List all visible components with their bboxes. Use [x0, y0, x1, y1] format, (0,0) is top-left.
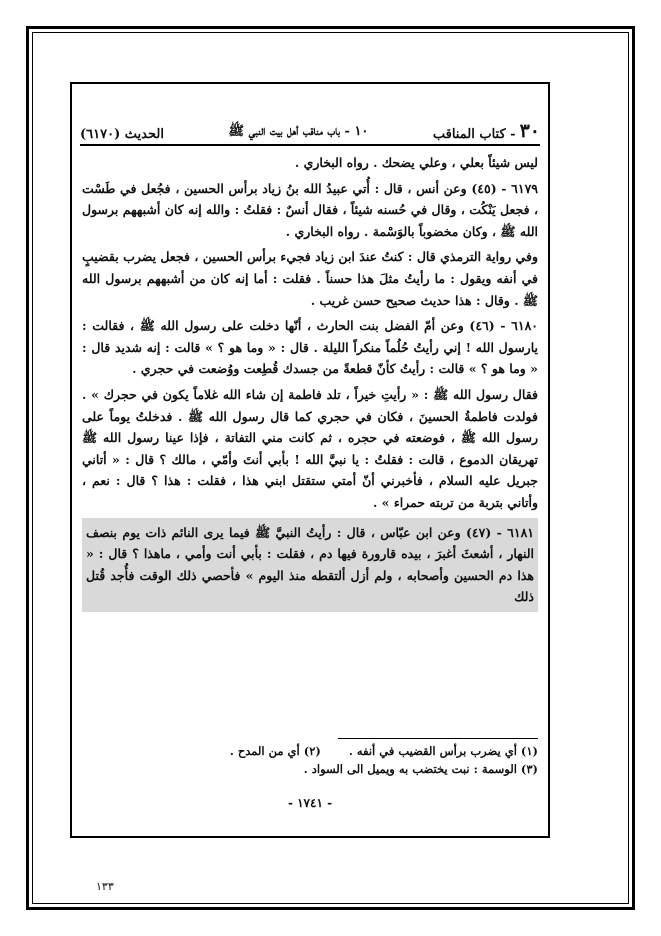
- footnotes: [82, 742, 538, 778]
- book-title: - كتاب المناقب: [432, 127, 516, 142]
- paragraph: ٦١٧٩ - (٤٥) وعن أنس ، قال : أُتي عبيدُ الله بنُ زياد برأس الحسين ، فجُعل في طَسْت ، فجعل يَنْكُت ، وقال في حُسنه شيئاً ، فقال أنسٌ : فقلتُ : والله إنه كان أشبههم برسول الله ﷺ ، وكان مخضوباً بالوَسْمة . رواه البخاري .: [82, 180, 538, 239]
- book-page: [70, 82, 550, 838]
- footnote-3: (٣) الوسمة : نبت يختضب به ويميل الى السواد .: [303, 762, 538, 776]
- header-left-group: [433, 120, 540, 142]
- paragraph: ٦١٨٠ - (٤٦) وعن أمّ الفضل بنت الحارث ، أنّها دخلت على رسول الله ﷺ ، فقالت : يارسول الله ! إني رأيتُ حُلُماً منكراً الليلة . قال : « وما هو ؟ » قالت : إنه شديد قال : « وما هو ؟ » قالت : رأيتُ كأنّ قطعةً من جسدك قُطِعت ووُضعت في حجري .: [82, 318, 538, 377]
- chapter-title: ١٠ - باب مناقب أهل بيت النبي ﷺ: [228, 124, 369, 139]
- page-footer-number: - ١٧٤١ -: [287, 796, 333, 810]
- shaded-paragraph: ٦١٨١ - (٤٧) وعن ابن عبّاس ، قال : رأيتُ النبيَّ ﷺ فيما يرى النائم ذات يوم بنصف النهار ، أشعثَ أغبرَ ، بيده قارورة فيها دم ، فقلت : بأبي أنت وأمي ، ماهذا ؟ قال : « هذا دم الحسين وأصحابه ، ولم أزل ألتقطه منذ اليوم » فأحصي ذلك الوقت فأُجد قُتل ذلك: [82, 518, 538, 612]
- paragraph: فقال رسول الله ﷺ : « رأيتِ خيراً ، تلد فاطمة إن شاء الله غلاماً يكون في حجرك » . فولدت فاطمةُ الحسينَ ، فكان في حجري كما قال رسول الله ﷺ . فدخلتُ يوماً على رسول الله ﷺ ، فوضعته في حجره ، ثم كانت مني التفاتة ، فإذا عينا رسول الله ﷺ تهريقان الدموع ، قالت : فقلتُ : يا نبيَّ الله ! بأبي أنتَ وأمّي ، مالك ؟ قال : « أتاني جبريل عليه السلام ، فأخبرني أنّ أمتي ستقتل ابني هذا ، فقلت : هذا ؟ قال : نعم ، وأتاني بتربة من تربته حمراء » .: [82, 386, 538, 510]
- footnote-divider: [338, 738, 538, 739]
- hadith-reference: الحديث (٦١٧٠): [80, 127, 164, 142]
- page-header: [80, 116, 540, 142]
- page-number: ٣٠: [519, 120, 540, 142]
- paragraph: ليس شيئاً بعلي ، وعلي يضحك . رواه البخاري .: [294, 155, 538, 170]
- footnote-1: (١) أي يضرب برأس القضيب في أنفه .: [348, 744, 538, 758]
- footnote-2: (٢) أي من المدح .: [229, 744, 321, 758]
- paragraph: وفي رواية الترمذي قال : كنتُ عندَ ابن زياد فجيء برأس الحسين ، فجعل يضرب بقضيبٍ في أنفه ويقول : ما رأيتُ مثلَ هذا حسناً . فقلت : أما إنه كان من أشبههم برسول الله ﷺ . وقال : هذا حديث صحيح حسن غريب .: [82, 249, 538, 308]
- footnote-row: [82, 742, 538, 760]
- sheet-number: ١٣٣: [96, 880, 114, 893]
- page-body: [82, 152, 538, 616]
- header-divider: [80, 144, 540, 146]
